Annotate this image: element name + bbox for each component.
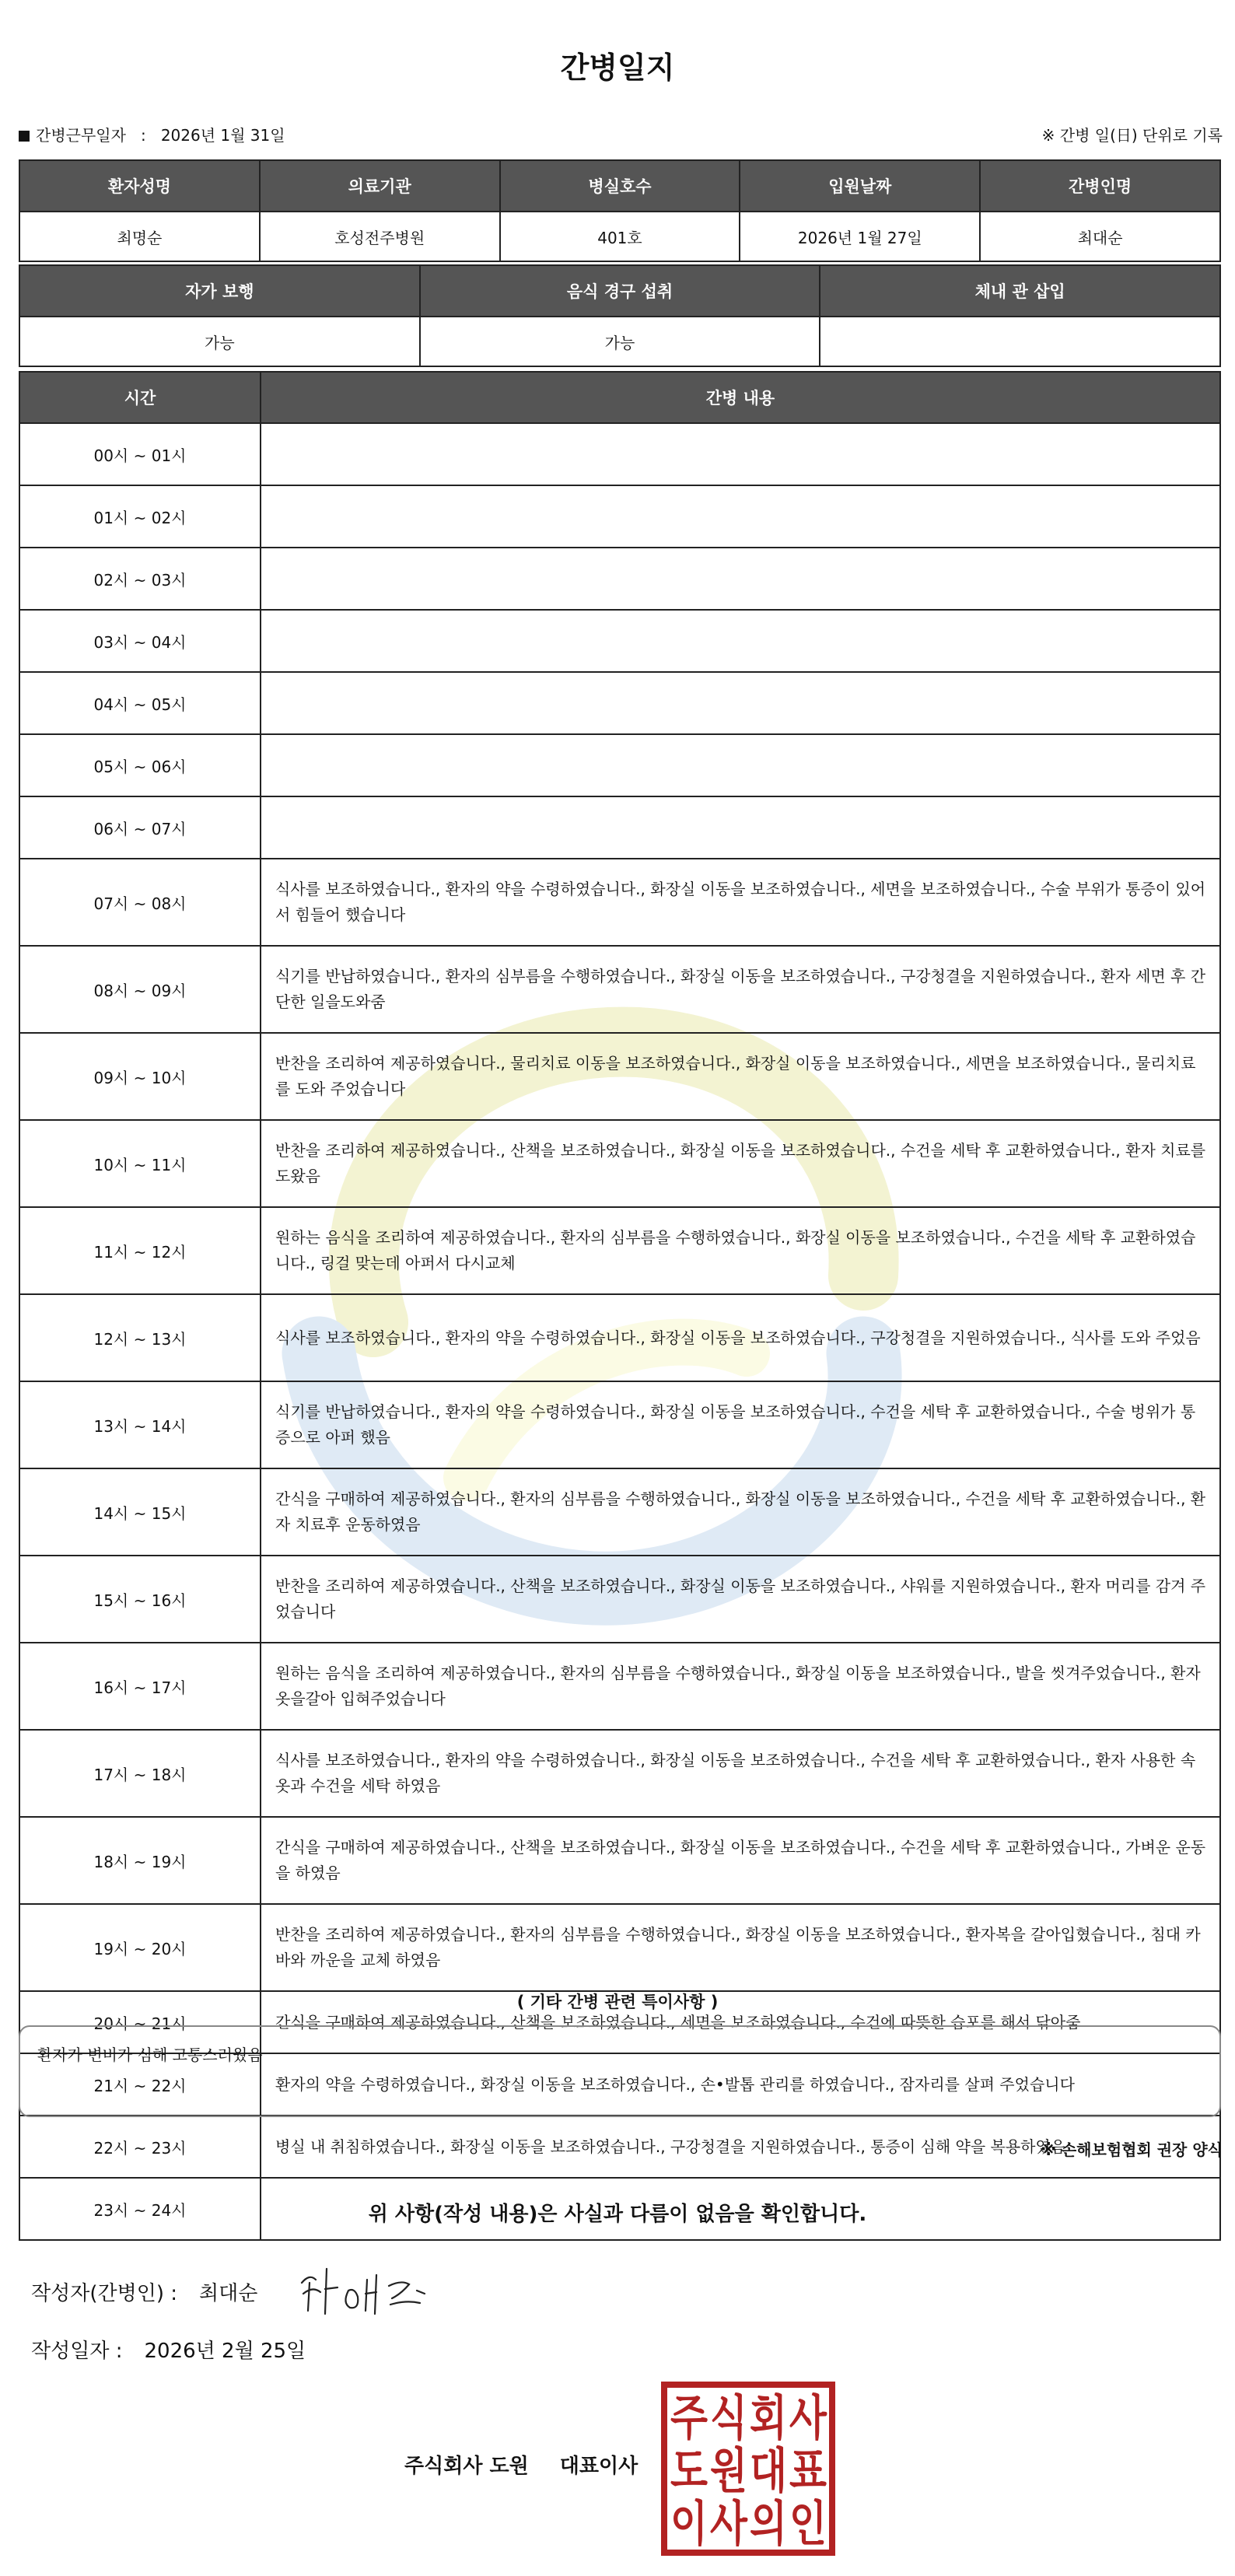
content-cell [261, 610, 1220, 672]
patient-status-table [19, 264, 1221, 367]
time-cell: 04시 ~ 05시 [19, 672, 261, 734]
content-cell [261, 796, 1220, 859]
table-row [19, 1643, 1220, 1730]
content-cell: 식기를 반납하였습니다., 환자의 심부름을 수행하였습니다., 화장실 이동을 보조하였습니다., 구강청결을 지원하였습니다., 환자 세면 후 간단한 일을도와줌 [261, 946, 1220, 1033]
walking-status: 가능 [19, 317, 420, 366]
table-row [19, 734, 1220, 796]
table-row [19, 1904, 1220, 1991]
table-row [19, 485, 1220, 548]
patient-name: 최명순 [19, 212, 260, 261]
seal-glyph: 도 [670, 2442, 708, 2499]
content-cell: 원하는 음식을 조리하여 제공하였습니다., 환자의 심부름을 수행하였습니다., 화장실 이동을 보조하였습니다., 수건을 세탁 후 교환하였습니다., 링걸 맞는데 아퍼서 다시교체 [261, 1207, 1220, 1294]
time-cell: 06시 ~ 07시 [19, 796, 261, 859]
content-cell: 원하는 음식을 조리하여 제공하였습니다., 환자의 심부름을 수행하였습니다., 화장실 이동을 보조하였습니다., 발을 씻겨주었습니다., 환자 옷을갈아 입혀주었습니다 [261, 1643, 1220, 1730]
seal-glyph: 주 [670, 2389, 708, 2446]
table-row [19, 1468, 1220, 1556]
notes-box [19, 2025, 1221, 2117]
time-cell: 21시 ~ 22시 [19, 2053, 261, 2116]
table-row [19, 1120, 1220, 1207]
content-cell: 환자의 약을 수령하였습니다., 화장실 이동을 보조하였습니다., 손•발톱 관리를 하였습니다., 잠자리를 살펴 주었습니다 [261, 2053, 1220, 2116]
table-row [19, 946, 1220, 1033]
time-cell: 07시 ~ 08시 [19, 859, 261, 946]
content-cell: 식사를 보조하였습니다., 환자의 약을 수령하였습니다., 화장실 이동을 보조하였습니다., 수건을 세탁 후 교환하였습니다., 환자 사용한 속옷과 수건을 세탁 하였음 [261, 1730, 1220, 1817]
table-row [19, 1730, 1220, 1817]
content-cell: 병실 내 취침하였습니다., 화장실 이동을 보조하였습니다., 구강청결을 지원하였습니다., 통증이 심해 약을 복용하였음 [261, 2116, 1220, 2178]
tube-status [820, 317, 1220, 366]
hospital-name: 호성전주병원 [260, 212, 500, 261]
table-row [19, 1294, 1220, 1381]
content-cell [261, 548, 1220, 610]
time-cell: 19시 ~ 20시 [19, 1904, 261, 1991]
square-bullet-icon [19, 131, 30, 142]
table-row [19, 1817, 1220, 1904]
time-cell: 05시 ~ 06시 [19, 734, 261, 796]
write-date-label: 작성일자 : [31, 2340, 123, 2363]
write-date-line [31, 2335, 306, 2364]
time-cell: 14시 ~ 15시 [19, 1468, 261, 1556]
seal-glyph: 대 [750, 2442, 787, 2499]
seal-glyph: 사 [789, 2389, 827, 2446]
work-date: 간병근무일자 : 2026년 1월 31일 [19, 123, 285, 145]
time-cell: 18시 ~ 19시 [19, 1817, 261, 1904]
table-row [19, 1033, 1220, 1120]
caregiver-name: 최대순 [980, 212, 1220, 261]
company-seal [659, 2380, 837, 2557]
room-number: 401호 [500, 212, 740, 261]
time-cell: 22시 ~ 23시 [19, 2116, 261, 2178]
table-row [19, 548, 1220, 610]
content-cell: 반찬을 조리하여 제공하였습니다., 산책을 보조하였습니다., 화장실 이동을 보조하였습니다., 샤워를 지원하였습니다., 환자 머리를 감겨 주었습니다 [261, 1556, 1220, 1643]
page-title: 간병일지 [560, 51, 675, 85]
signature-image [292, 2259, 432, 2322]
time-cell: 00시 ~ 01시 [19, 423, 261, 485]
company-role: 대표이사 [559, 2455, 638, 2478]
header-caregiver: 간병인명 [980, 160, 1220, 212]
table-row [19, 423, 1220, 485]
time-cell: 15시 ~ 16시 [19, 1556, 261, 1643]
header-care-content: 간병 내용 [261, 372, 1220, 423]
seal-glyph: 식 [710, 2389, 747, 2446]
admission-date: 2026년 1월 27일 [740, 212, 980, 261]
company-line [404, 2450, 638, 2479]
content-cell: 반찬을 조리하여 제공하였습니다., 환자의 심부름을 수행하였습니다., 화장실 이동을 보조하였습니다., 환자복을 갈아입혔습니다., 침대 카바와 까운을 교체 하였음 [261, 1904, 1220, 1991]
patient-info-table [19, 159, 1221, 262]
company-name: 주식회사 도원 [404, 2455, 529, 2478]
header-time: 시간 [19, 372, 261, 423]
time-cell: 12시 ~ 13시 [19, 1294, 261, 1381]
header-room: 병실호수 [500, 160, 740, 212]
header-oral-intake: 음식 경구 섭취 [420, 265, 820, 317]
content-cell [261, 734, 1220, 796]
table-row [19, 796, 1220, 859]
content-cell: 식기를 반납하였습니다., 환자의 약을 수령하였습니다., 화장실 이동을 보조하였습니다., 수건을 세탁 후 교환하였습니다., 수술 벙위가 통증으로 아퍼 했음 [261, 1381, 1220, 1468]
time-cell: 11시 ~ 12시 [19, 1207, 261, 1294]
work-date-value: 2026년 1월 31일 [160, 126, 285, 145]
content-cell: 간식을 구매하여 제공하였습니다., 산책을 보조하였습니다., 세면을 보조하였습니다., 수건에 따뜻한 습포를 해서 닦아줌 [261, 1991, 1220, 2053]
content-cell: 반찬을 조리하여 제공하였습니다., 물리치료 이동을 보조하였습니다., 화장실 이동을 보조하였습니다., 세면을 보조하였습니다., 물리치료를 도와 주었습니다 [261, 1033, 1220, 1120]
time-cell: 08시 ~ 09시 [19, 946, 261, 1033]
notes-text: 환자가 변비가 심해 고통스러웠음 [37, 2046, 263, 2064]
time-cell: 01시 ~ 02시 [19, 485, 261, 548]
table-row [19, 2116, 1220, 2178]
time-cell: 02시 ~ 03시 [19, 548, 261, 610]
time-cell: 09시 ~ 10시 [19, 1033, 261, 1120]
table-row [19, 1207, 1220, 1294]
seal-glyph: 회 [750, 2389, 787, 2446]
writer-label: 작성자(간병인) : [31, 2282, 178, 2305]
content-cell [261, 485, 1220, 548]
time-cell: 13시 ~ 14시 [19, 1381, 261, 1468]
time-cell: 20시 ~ 21시 [19, 1991, 261, 2053]
time-cell: 10시 ~ 11시 [19, 1120, 261, 1207]
header-tube: 체내 관 삽입 [820, 265, 1220, 317]
oral-intake-status: 가능 [420, 317, 820, 366]
writer-line [31, 2277, 257, 2306]
seal-glyph: 표 [789, 2442, 827, 2499]
record-note: ※ 간병 일(日) 단위로 기록 [1041, 126, 1223, 145]
time-cell: 23시 ~ 24시 [19, 2178, 261, 2240]
notes-title: ( 기타 간병 관련 특이사항 ) [516, 1993, 719, 2011]
content-cell [261, 672, 1220, 734]
content-cell: 간식을 구매하여 제공하였습니다., 산책을 보조하였습니다., 화장실 이동을 보조하였습니다., 수건을 세탁 후 교환하였습니다., 가벼운 운동을 하였음 [261, 1817, 1220, 1904]
content-cell: 간식을 구매하여 제공하였습니다., 환자의 심부름을 수행하였습니다., 화장실 이동을 보조하였습니다., 수건을 세탁 후 교환하였습니다., 환자 치료후 운동하였음 [261, 1468, 1220, 1556]
table-row [19, 672, 1220, 734]
writer-name: 최대순 [199, 2282, 258, 2305]
seal-glyph: 원 [710, 2442, 747, 2499]
seal-glyph: 인 [789, 2495, 827, 2552]
table-row [19, 1556, 1220, 1643]
table-row [19, 1381, 1220, 1468]
time-cell: 17시 ~ 18시 [19, 1730, 261, 1817]
seal-glyph: 이 [670, 2495, 708, 2552]
content-cell: 식사를 보조하였습니다., 환자의 약을 수령하였습니다., 화장실 이동을 보조하였습니다., 구강청결을 지원하였습니다., 식사를 도와 주었음 [261, 1294, 1220, 1381]
content-cell: 반찬을 조리하여 제공하였습니다., 산책을 보조하였습니다., 화장실 이동을 보조하였습니다., 수건을 세탁 후 교환하였습니다., 환자 치료를 도왔음 [261, 1120, 1220, 1207]
care-log-table [19, 371, 1221, 2241]
seal-glyph: 사 [710, 2495, 748, 2552]
seal-glyph: 의 [750, 2495, 787, 2552]
content-cell: 식사를 보조하였습니다., 환자의 약을 수령하였습니다., 화장실 이동을 보조하였습니다., 세면을 보조하였습니다., 수술 부위가 통증이 있어서 힘들어 했습니다 [261, 859, 1220, 946]
content-cell [261, 423, 1220, 485]
write-date-value: 2026년 2월 25일 [144, 2340, 306, 2363]
time-cell: 03시 ~ 04시 [19, 610, 261, 672]
header-hospital: 의료기관 [260, 160, 500, 212]
confirm-statement: 위 사항(작성 내용)은 사실과 다름이 없음을 확인합니다. [368, 2203, 867, 2226]
header-walking: 자가 보행 [19, 265, 420, 317]
table-row [19, 859, 1220, 946]
table-row [19, 610, 1220, 672]
recommend-note: ※ 손해보험협회 권장 양식 [1041, 2140, 1223, 2159]
time-cell: 16시 ~ 17시 [19, 1643, 261, 1730]
header-admission-date: 입원날짜 [740, 160, 980, 212]
header-patient-name: 환자성명 [19, 160, 260, 212]
